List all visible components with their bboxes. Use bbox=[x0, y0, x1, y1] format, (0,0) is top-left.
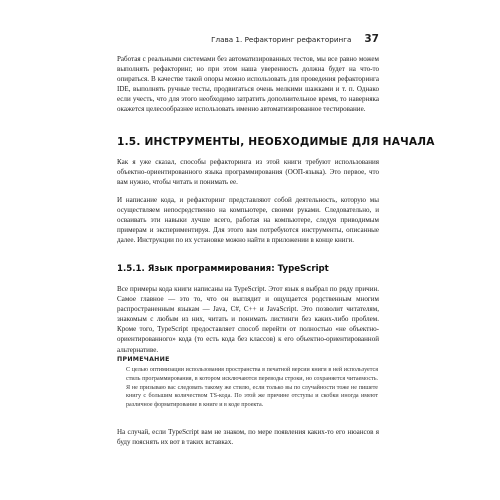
tools-paragraph-2: И написание кода, и рефакторинг представляют собой деятельность, которую мы осуществляем непосредственно на компьютере, своими руками. Следовательно, и осваивать эти навыки лучше всего, работая на компьютере, следуя приводимым примерам и экспериментируя. Для этого вам потребуются инструменты, описанные далее. Инструкции по их установке можно найти в приложении в конце книги. bbox=[117, 196, 379, 245]
typescript-paragraph-block bbox=[117, 284, 379, 355]
running-header bbox=[117, 33, 379, 47]
note-title: ПРИМЕЧАНИЕ bbox=[117, 356, 170, 363]
section-heading: 1.5. ИНСТРУМЕНТЫ, НЕОБХОДИМЫЕ ДЛЯ НАЧАЛА bbox=[117, 136, 435, 148]
chapter-title: Глава 1. Рефакторинг рефакторинга bbox=[211, 35, 352, 44]
tools-paragraph-1: Как я уже сказал, способы рефакторинга из этой книги требуют использования объектно-ориентированного языка программирования (ООП-языка). Это первое, что вам нужно, чтобы читать и понимать ее. bbox=[117, 158, 379, 187]
note-text: С целью оптимизации использования пространства в печатной версии книги в ней используется стиль программирования, в котором исключаются переводы строки, но сохраняется читаемость. Я не призываю вас следовать такому же стилю, если только вы по случайности тоже не пишете книгу с большим количеством TS-кода. По этой же причине отступы и скобки иногда имеют различное форматирование в книге и в коде проекта. bbox=[126, 367, 378, 409]
closing-paragraph-block bbox=[117, 427, 379, 447]
page-number: 37 bbox=[364, 33, 379, 45]
subsection-heading: 1.5.1. Язык программирования: TypeScript bbox=[117, 264, 329, 274]
tools-paragraph-1-block bbox=[117, 157, 379, 187]
intro-paragraph-block bbox=[117, 54, 379, 115]
intro-paragraph: Работая с реальными системами без автоматизированных тестов, мы все равно можем выполнять рефакторинг, но при этом наша уверенность должна будет на что-то опираться. В качестве такой опоры можно использовать для проведения рефакторинга IDE, выполнять ручные тесты, продвигаться очень мелкими шажками и т. п. Однако если учесть, что для этого необходимо затратить дополнительное время, то наверняка окажется целесообразнее использовать именно автоматизированное тестирование. bbox=[117, 55, 379, 114]
closing-paragraph: На случай, если TypeScript вам не знаком, по мере появления каких-то его нюансов я буду пояснять их вот в таких вставках. bbox=[117, 428, 379, 447]
typescript-paragraph: Все примеры кода книги написаны на TypeScript. Этот язык я выбрал по ряду причин. Самое главное — это то, что он выглядит и ощущается родственным многим распространенным языкам — Java, C#, C++ и JavaScript. Это позволит читателям, знакомым с любым из них, читать и понимать листинги без каких-либо проблем. Кроме того, TypeScript предоставляет способ перейти от полностью «не объектно-ориентированного» кода (то есть кода без классов) к его объектно-ориентированной альтернативе. bbox=[117, 285, 379, 354]
tools-paragraph-2-block bbox=[117, 195, 379, 245]
note-box bbox=[126, 366, 378, 410]
